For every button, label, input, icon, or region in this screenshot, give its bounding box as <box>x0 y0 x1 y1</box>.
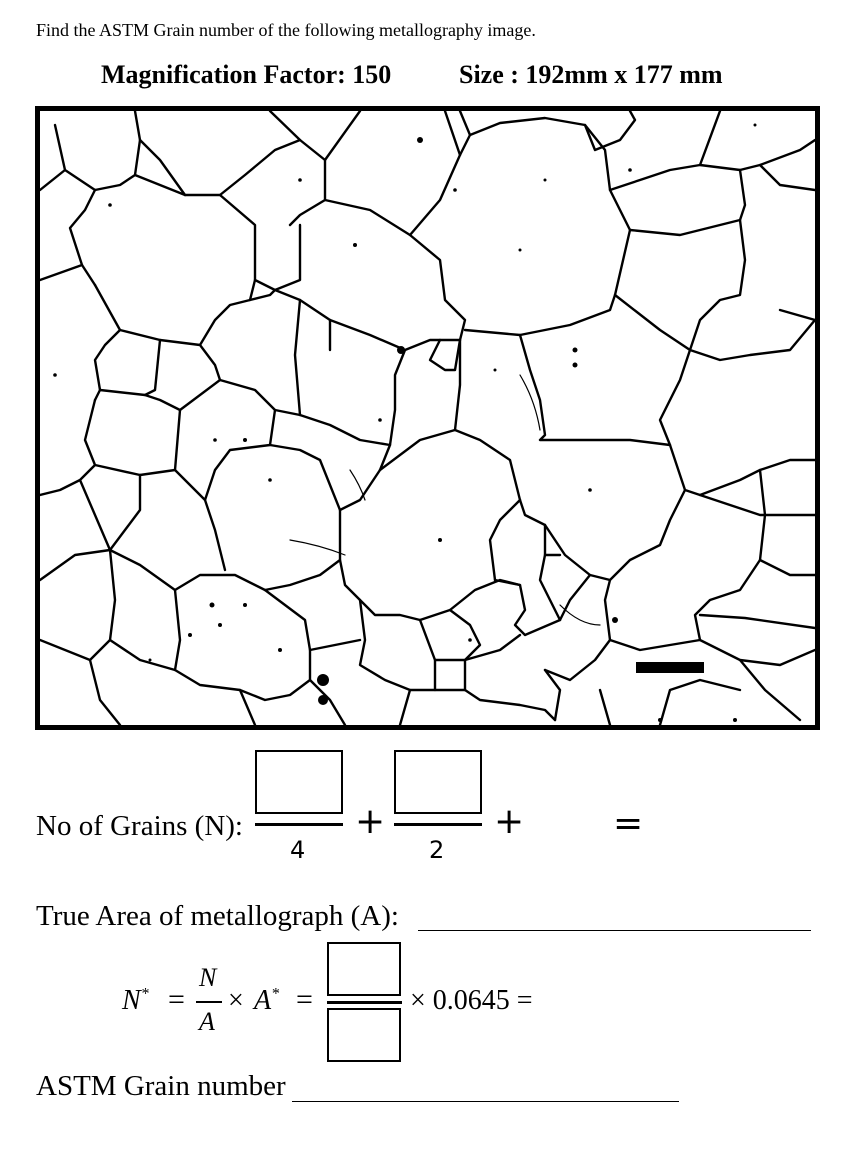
plus-sign-1: + <box>355 801 386 842</box>
area-answer-line[interactable] <box>418 930 811 931</box>
grains-input-2[interactable] <box>394 750 482 814</box>
astm-label: ASTM Grain number <box>36 1070 286 1102</box>
grains-input-1[interactable] <box>255 750 343 814</box>
denominator-1: 4 <box>290 836 306 864</box>
instruction-text: Find the ASTM Grain number of the following metallography image. <box>36 20 536 40</box>
fraction-bar-2 <box>394 823 482 826</box>
formula-factor: × 0.0645 = <box>410 985 533 1016</box>
formula-a-star: A* <box>254 985 280 1016</box>
formula-equals-2: = <box>296 983 313 1016</box>
grains-label: No of Grains (N): <box>36 810 243 842</box>
formula-fraction-bar <box>327 1001 402 1004</box>
plus-sign-2: + <box>494 801 525 842</box>
denominator-2: 2 <box>429 836 445 864</box>
metallography-image <box>35 106 820 730</box>
formula-lhs: N* <box>122 985 149 1016</box>
formula-equals-1: = <box>168 983 185 1016</box>
formula-frac-bar <box>196 1001 222 1003</box>
magnification-factor: Magnification Factor: 150 <box>101 60 392 89</box>
formula-input-denominator[interactable] <box>327 1008 401 1062</box>
formula-frac-num: N <box>199 963 217 992</box>
fraction-bar-1 <box>255 823 343 826</box>
formula-input-numerator[interactable] <box>327 942 401 996</box>
area-label: True Area of metallograph (A): <box>36 900 399 932</box>
formula-frac-den: A <box>199 1007 215 1036</box>
equals-sign: = <box>613 803 644 844</box>
image-size: Size : 192mm x 177 mm <box>459 60 723 89</box>
astm-answer-line[interactable] <box>292 1101 679 1102</box>
formula-times: × <box>228 985 244 1016</box>
